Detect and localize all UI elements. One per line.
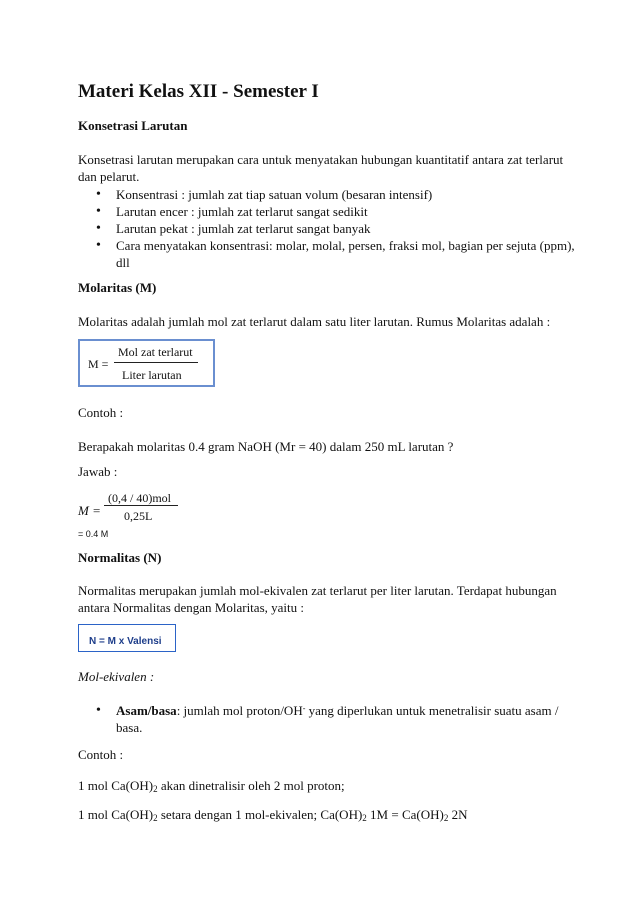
normalitas-formula-image: N = M x Valensi [78, 624, 176, 652]
heading-molaritas: Molaritas (M) [78, 280, 157, 295]
konsentrasi-bullet-list [78, 186, 578, 271]
fraction-bar [104, 505, 178, 506]
calc-numerator: (0,4 / 40)mol [108, 491, 171, 505]
page-title: Materi Kelas XII - Semester I [78, 81, 319, 102]
calc-result: = 0.4 M [78, 529, 109, 539]
normalitas-definition: Normalitas merupakan jumlah mol-ekivalen zat terlarut per liter larutan. Terdapat hubungan antara Normalitas dengan Molaritas, yaitu : [78, 583, 557, 615]
calc-denominator: 0,25L [124, 509, 153, 523]
mol-ekivalen-bullet-list [78, 702, 578, 736]
example-line-1: 1 mol $Ca(OH)_2$ akan dinetralisir oleh 2 mol proton; [78, 778, 345, 794]
example-line-2: 1 mol $Ca(OH)_2$ setara dengan 1 mol-ekivalen; $Ca(OH)_2$ $1M = Ca(OH)_2$ 2N [78, 807, 468, 823]
bullet-item: • Larutan encer : jumlah zat terlarut sangat sedikit [78, 203, 578, 220]
bullet-item: • Konsentrasi : jumlah zat tiap satuan volum (besaran intensif) [78, 186, 578, 203]
formula-numerator: Mol zat terlarut [118, 345, 193, 359]
mol-ekivalen-label: Mol-ekivalen : [78, 669, 155, 684]
example-question: Berapakah molaritas 0.4 gram NaOH (Mr = 40) dalam 250 mL larutan ? [78, 439, 454, 454]
heading-konsetrasi: Konsetrasi Larutan [78, 118, 188, 133]
molaritas-calculation [78, 490, 198, 538]
contoh-label: Contoh : [78, 405, 124, 420]
formula-denominator: Liter larutan [122, 368, 182, 382]
contoh-label-2: Contoh : [78, 747, 124, 762]
molaritas-definition: Molaritas adalah jumlah mol zat terlarut dalam satu liter larutan. Rumus Molaritas adalah : [78, 314, 551, 329]
intro-paragraph: Konsetrasi larutan merupakan cara untuk menyatakan hubungan kuantitatif antara zat terlarut dan pelarut. [78, 152, 564, 184]
bullet-term: Asam/basa [116, 703, 177, 718]
heading-normalitas: Normalitas (N) [78, 550, 162, 565]
bullet-item: • Larutan pekat : jumlah zat terlarut sangat banyak [78, 220, 578, 237]
formula-lhs: M = [88, 357, 109, 371]
molaritas-formula-image [78, 339, 215, 387]
bullet-item: • Cara menyatakan konsentrasi: molar, molal, persen, fraksi mol, bagian per sejuta (ppm), dll [78, 237, 578, 271]
calc-lhs: M = [78, 503, 101, 518]
bullet-item: • Asam/basa: jumlah mol proton/OH- yang diperlukan untuk menetralisir suatu asam / basa. [78, 702, 578, 736]
jawab-label: Jawab : [78, 464, 118, 479]
fraction-bar [114, 362, 198, 363]
